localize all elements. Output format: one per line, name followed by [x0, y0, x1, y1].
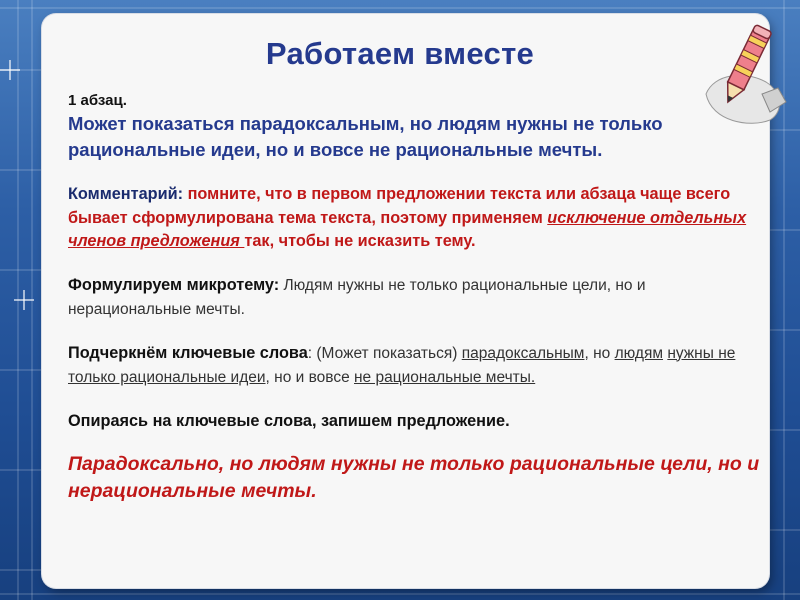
comment-text-after: так, чтобы не исказить тему.	[244, 232, 476, 250]
paragraph-text: Может показаться парадоксальным, но людям нужны не только рациональные идеи, но и вовсе не рациональные мечты.	[68, 113, 663, 160]
microtheme-label: Формулируем микротему:	[68, 275, 280, 294]
final-sentence: Парадоксально, но людям нужны не только рациональные цели, но и нерациональные мечты.	[68, 452, 760, 502]
keyword-2: людям	[614, 344, 664, 362]
microtheme-text: Людям нужны не только рациональные цели, но и нерациональные мечты.	[68, 276, 646, 318]
keyword-4: не рациональные мечты.	[354, 368, 536, 386]
keywords-label: Подчеркнём ключевые слова	[68, 343, 308, 362]
comment-label: Комментарий:	[68, 185, 184, 203]
slide-content	[68, 92, 768, 505]
keywords	[68, 341, 768, 390]
comment-underlined: исключение отдельных членов предложения	[68, 208, 747, 250]
keyword-3: нужны не только рациональные идеи	[68, 344, 736, 386]
microtheme	[68, 273, 768, 322]
paragraph-label: 1 абзац.	[68, 92, 127, 109]
page-title: Работаем вместе	[265, 36, 535, 71]
keywords-colon: : (Может показаться)	[307, 344, 462, 362]
keyword-1: парадоксальным	[461, 344, 585, 362]
keywords-t3: , но и вовсе	[265, 368, 354, 386]
relying-text: Опираясь на ключевые слова, запишем предложение.	[68, 411, 510, 430]
comment	[68, 183, 768, 254]
comment-text-before: помните, что в первом предложении текста или абзаца чаще всего бывает сформулирована тема текста, поэтому применяем	[68, 185, 731, 227]
keywords-t1: , но	[584, 344, 615, 362]
